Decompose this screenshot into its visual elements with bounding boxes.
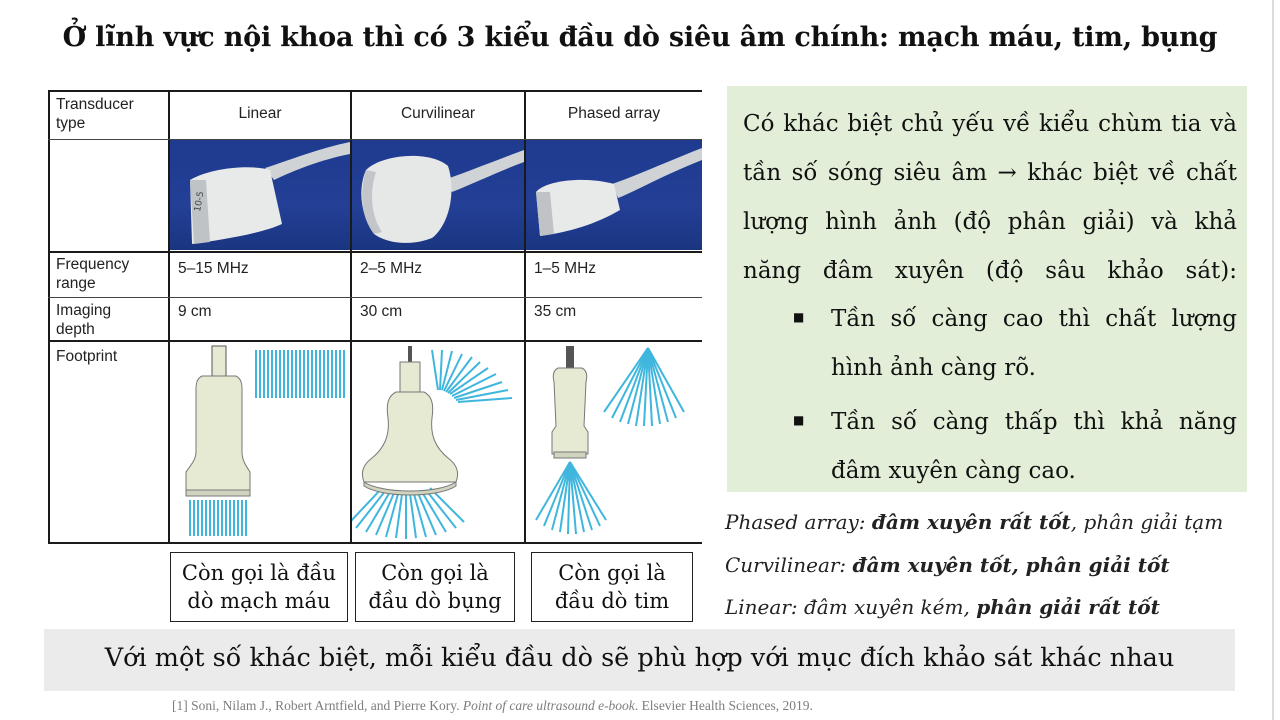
row-label-frequency: Frequency range [56, 256, 130, 292]
phased-array-frequency: 1–5 MHz [534, 260, 597, 277]
row-label-transducer-type: Transducer type [56, 96, 134, 132]
linear-probe-photo [170, 140, 350, 250]
row-label-imaging-depth: Imaging depth [56, 302, 112, 338]
bullet-square-icon: ■ [793, 413, 805, 427]
table-border-top [48, 90, 702, 92]
row-label-footprint: Footprint [56, 348, 118, 365]
svg-text:10-5: 10-5 [193, 190, 207, 213]
note-linear: Linear: đâm xuyên kém, phân giải rất tốt [725, 595, 1160, 619]
linear-depth: 9 cm [178, 303, 212, 320]
linear-frequency: 5–15 MHz [178, 260, 249, 277]
bullet-low-frequency: Tần số càng thấp thì khả năng đâm xuyên càng cao. [831, 409, 1237, 484]
curvilinear-footprint-diagram [352, 342, 524, 541]
col-header-linear: Linear [238, 105, 282, 122]
phased-array-depth: 35 cm [534, 303, 577, 320]
curvilinear-depth: 30 cm [360, 303, 403, 320]
bullet-square-icon: ■ [793, 310, 805, 324]
phased-array-footprint-diagram [526, 342, 702, 541]
reference-citation: [1] Soni, Nilam J., Robert Arntfield, and Pierre Kory. Point of care ultrasound e-book. Elsevier Health Sciences, 2019. [172, 698, 813, 713]
slide-edge [1272, 0, 1274, 720]
callout-linear: Còn gọi là đầu dò mạch máu [170, 552, 348, 622]
transducer-comparison-table [48, 90, 702, 544]
callout-phased-array: Còn gọi là đầu dò tim [531, 552, 693, 622]
phased-array-probe-photo [526, 140, 702, 250]
col-header-curvilinear: Curvilinear [400, 105, 476, 122]
bullet-high-frequency: Tần số càng cao thì chất lượng hình ảnh càng rõ. [831, 306, 1237, 381]
slide-title: Ở lĩnh vực nội khoa thì có 3 kiểu đầu dò siêu âm chính: mạch máu, tim, bụng [62, 22, 1218, 53]
conclusion-band [44, 629, 1235, 691]
callout-curvilinear: Còn gọi là đầu dò bụng [355, 552, 515, 622]
info-box [727, 86, 1247, 492]
note-curvilinear: Curvilinear: đâm xuyên tốt, phân giải tốt [725, 553, 1170, 577]
note-phased-array: Phased array: đâm xuyên rất tốt, phân giải tạm [725, 510, 1224, 534]
table-row-divider [48, 297, 702, 298]
curvilinear-probe-photo [352, 140, 524, 250]
table-row-divider [48, 251, 702, 253]
curvilinear-frequency: 2–5 MHz [360, 260, 423, 277]
conclusion-text: Với một số khác biệt, mỗi kiểu đầu dò sẽ phù hợp với mục đích khảo sát khác nhau [104, 643, 1175, 673]
table-border-left [48, 90, 50, 544]
info-paragraph: Có khác biệt chủ yếu về kiểu chùm tia và tần số sóng siêu âm → khác biệt về chất lượng hình ảnh (độ phân giải) và khả năng đâm xuyên (độ sâu khảo sát): [743, 111, 1237, 284]
linear-footprint-diagram [170, 342, 350, 541]
col-header-phased-array: Phased array [567, 105, 661, 122]
table-border-bottom [48, 542, 702, 544]
